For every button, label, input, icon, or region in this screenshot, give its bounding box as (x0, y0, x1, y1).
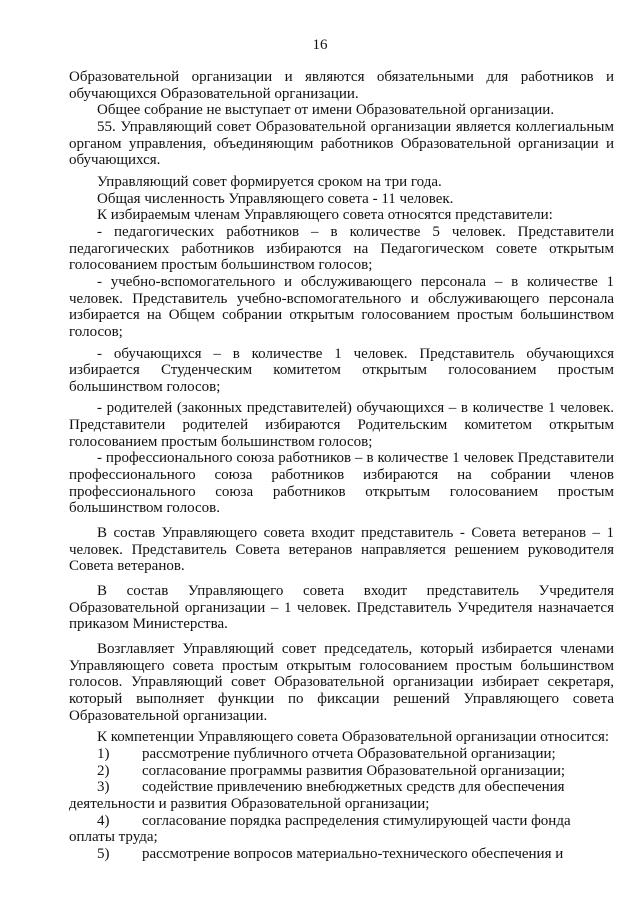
page-number: 16 (312, 37, 328, 53)
list-item-continuation: деятельности и развития Образовательной организации; (69, 795, 430, 812)
paragraph: 55. Управляющий совет Образовательной организации является коллегиальным органом управления, объединяющим работников Образовательной организации и обучающихся. (69, 118, 614, 169)
paragraph: К избираемым членам Управляющего совета относятся представители: (97, 207, 553, 224)
paragraph: - педагогических работников – в количестве 5 человек. Представители педагогических работников избираются на Педагогическом совете открытым голосованием простым большинством голосов; (69, 223, 614, 274)
list-item-text: согласование порядка распределения стимулирующей части фонда (142, 812, 571, 829)
list-item-number: 4) (97, 812, 110, 829)
list-item (69, 846, 614, 863)
paragraph: Общее собрание не выступает от имени Образовательной организации. (97, 102, 555, 119)
paragraph: К компетенции Управляющего совета Образовательной организации относится: (97, 729, 610, 746)
paragraph: - профессионального союза работников – в количестве 1 человек Представители профессионального союза работников избираются на собрании членов профессионального союза работников открытым голосованием простым большинством голосов. (69, 450, 614, 517)
list-item-number: 2) (97, 762, 110, 779)
list-item-number: 1) (97, 745, 110, 762)
paragraph: - учебно-вспомогательного и обслуживающего персонала – в количестве 1 человек. Представитель учебно-вспомогательного и обслуживающего персонала избирается на Общем собрании открытым голосованием простым большинством голосов; (69, 273, 614, 340)
paragraph: - родителей (законных представителей) обучающихся – в количестве 1 человек. Представители родителей избираются Родительским комитетом открытым голосованием простым большинством голосов; (69, 400, 614, 450)
paragraph: Возглавляет Управляющий совет председатель, который избирается членами Управляющего совета простым открытым голосованием простым большинством голосов. Управляющий совет Образовательной организации избирает секретаря, который выполняет функции по фиксации решений Управляющего совета Образовательной организации. (69, 641, 614, 724)
list-item-text: рассмотрение вопросов материально-технического обеспечения и (142, 845, 564, 862)
list-item (69, 779, 614, 796)
paragraph: Общая численность Управляющего совета - 11 человек. (97, 190, 454, 207)
paragraph: Управляющий совет формируется сроком на три года. (97, 173, 442, 190)
document-body (69, 69, 614, 863)
list-item-number: 5) (97, 845, 110, 862)
list-item (69, 813, 614, 830)
list-item-text: содействие привлечению внебюджетных средств для обеспечения (142, 779, 565, 796)
paragraph: Образовательной организации и являются обязательными для работников и обучающихся Образовательной организации. (69, 69, 614, 102)
list-item-continuation: оплаты труда; (69, 829, 158, 846)
list-item-text: рассмотрение публичного отчета Образовательной организации; (142, 745, 556, 762)
list-item (69, 746, 614, 763)
paragraph: В состав Управляющего совета входит представитель - Совета ветеранов – 1 человек. Представитель Совета ветеранов направляется решением руководителя Совета ветеранов. (69, 525, 614, 575)
list-item-number: 3) (97, 779, 110, 796)
list-item (69, 763, 614, 780)
paragraph: - обучающихся – в количестве 1 человек. Представитель обучающихся избирается Студенческим комитетом открытым голосованием простым большинством голосов; (69, 345, 614, 395)
list-item-text: согласование программы развития Образовательной организации; (142, 762, 566, 779)
paragraph: В состав Управляющего совета входит представитель Учредителя Образовательной организации – 1 человек. Представитель Учредителя назначается приказом Министерства. (69, 583, 614, 633)
